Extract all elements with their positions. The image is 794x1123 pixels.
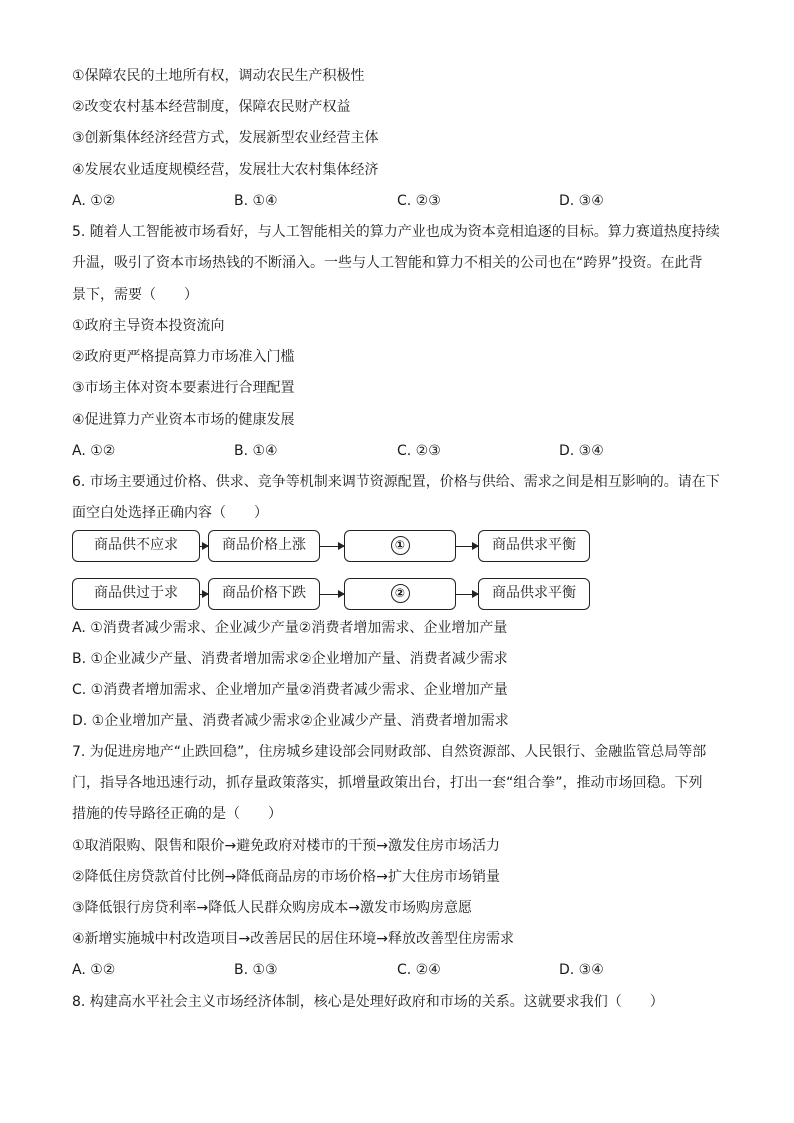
flow-box-price-rise: 商品价格上涨 (208, 530, 320, 562)
q5-item-4: ④促进算力产业资本市场的健康发展 (72, 412, 295, 428)
q7-options (72, 960, 732, 980)
q4-option-d: D. ③④ (559, 193, 604, 209)
flow-arrow (320, 546, 344, 547)
flow-box-shortage: 商品供不应求 (72, 530, 200, 562)
q7-item-3: ③降低银行房贷利率→降低人民群众购房成本→激发市场购房意愿 (72, 900, 473, 916)
blank-2-marker: ② (391, 584, 410, 603)
flow-box-surplus: 商品供过于求 (72, 578, 200, 610)
q5-item-1: ①政府主导资本投资流向 (72, 318, 225, 334)
q4-item-3: ③创新集体经济经营方式，发展新型农业经营主体 (72, 130, 379, 146)
q4-item-4: ④发展农业适度规模经营，发展壮大农村集体经济 (72, 162, 379, 178)
q8-stem-line-1: 8. 构建高水平社会主义市场经济体制，核心是处理好政府和市场的关系。这就要求我们（ ） (72, 994, 664, 1010)
flow-arrow (456, 594, 478, 595)
q4-option-a: A. ①② (72, 193, 116, 209)
flow-box-balance: 商品供求平衡 (478, 530, 590, 562)
q7-item-2: ②降低住房贷款首付比例→降低商品房的市场价格→扩大住房市场销量 (72, 869, 501, 885)
q6-stem-line-2: 面空白处选择正确内容（ ） (72, 505, 268, 521)
flow-arrow (200, 546, 208, 547)
q7-stem-line-3: 措施的传导路径正确的是（ ） (72, 806, 282, 822)
flow-box-blank-2 (344, 578, 456, 610)
q4-options (72, 191, 732, 211)
q5-option-c: C. ②③ (397, 443, 441, 459)
q4-item-1: ①保障农民的土地所有权，调动农民生产积极性 (72, 68, 365, 84)
q7-option-c: C. ②④ (397, 962, 441, 978)
q4-option-b: B. ①④ (234, 193, 278, 209)
q5-option-b: B. ①④ (234, 443, 278, 459)
q5-option-a: A. ①② (72, 443, 116, 459)
q7-stem-line-2: 门，指导各地迅速行动，抓存量政策落实，抓增量政策出台，打出一套“组合拳”，推动市场回稳。下列 (72, 775, 703, 791)
q6-stem-line-1: 6. 市场主要通过价格、供求、竞争等机制来调节资源配置，价格与供给、需求之间是相互影响的。请在下 (72, 474, 720, 490)
flow-arrow (200, 594, 208, 595)
flow-box-balance: 商品供求平衡 (478, 578, 590, 610)
q6-option-d: D. ①企业增加产量、消费者减少需求②企业减少产量、消费者增加需求 (72, 713, 509, 729)
q5-item-2: ②政府更严格提高算力市场准入门槛 (72, 349, 295, 365)
q6-option-c: C. ①消费者增加需求、企业增加产量②消费者减少需求、企业增加产量 (72, 682, 508, 698)
q4-option-c: C. ②③ (397, 193, 441, 209)
q5-stem-line-2: 升温，吸引了资本市场热钱的不断涌入。一些与人工智能和算力不相关的公司也在“跨界”投资。在此背 (72, 255, 703, 271)
flow-box-blank-1 (344, 530, 456, 562)
q5-item-3: ③市场主体对资本要素进行合理配置 (72, 380, 295, 396)
q4-item-2: ②改变农村基本经营制度，保障农民财产权益 (72, 99, 351, 115)
q5-options (72, 441, 732, 461)
flow-arrow (320, 594, 344, 595)
q7-stem-line-1: 7. 为促进房地产“止跌回稳”，住房城乡建设部会同财政部、自然资源部、人民银行、金融监管总局等部 (72, 744, 707, 760)
q6-option-b: B. ①企业减少产量、消费者增加需求②企业增加产量、消费者减少需求 (72, 651, 508, 667)
q7-option-d: D. ③④ (559, 962, 604, 978)
q5-stem-line-1: 5. 随着人工智能被市场看好，与人工智能相关的算力产业也成为资本竞相追逐的目标。算力赛道热度持续 (72, 224, 720, 240)
q5-option-d: D. ③④ (559, 443, 604, 459)
flow-box-price-fall: 商品价格下跌 (208, 578, 320, 610)
flow-arrow (456, 546, 478, 547)
q7-item-4: ④新增实施城中村改造项目→改善居民的居住环境→释放改善型住房需求 (72, 931, 515, 947)
blank-1-marker: ① (391, 536, 410, 555)
q7-option-b: B. ①③ (234, 962, 278, 978)
q7-item-1: ①取消限购、限售和限价→避免政府对楼市的干预→激发住房市场活力 (72, 838, 501, 854)
q7-option-a: A. ①② (72, 962, 116, 978)
q5-stem-line-3: 景下，需要（ ） (72, 287, 198, 303)
q6-option-a: A. ①消费者减少需求、企业减少产量②消费者增加需求、企业增加产量 (72, 620, 508, 636)
